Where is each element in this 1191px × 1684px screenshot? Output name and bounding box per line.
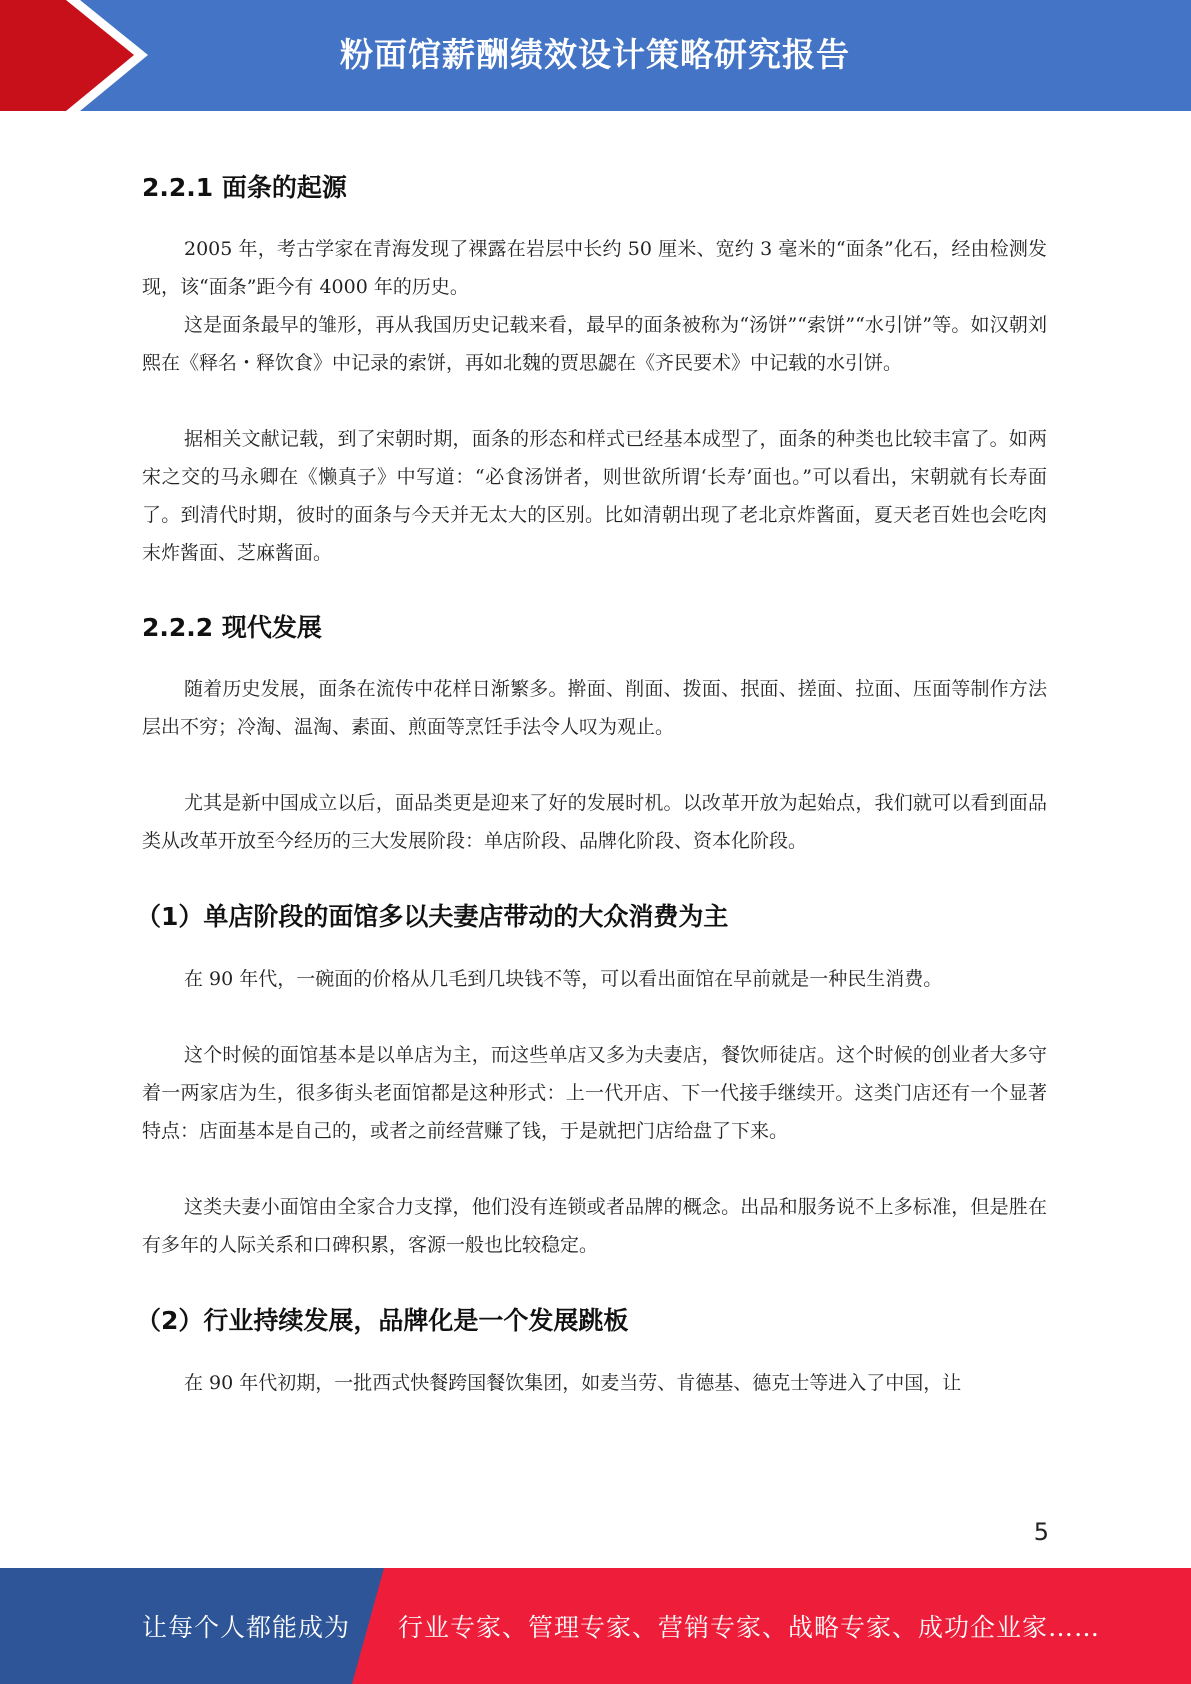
paragraph: 尤其是新中国成立以后，面品类更是迎来了好的发展时机。以改革开放为起始点，我们就可以看到面品类从改革开放至今经历的三大发展阶段：单店阶段、品牌化阶段、资本化阶段。 [142,792,1047,852]
footer-slogan-left: 让每个人都能成为 [142,1613,351,1642]
footer-slogan-right: 行业专家、管理专家、营销专家、战略专家、成功企业家…… [398,1613,1101,1642]
document-title: 粉面馆薪酬绩效设计策略研究报告 [340,34,850,74]
section-heading: 2.2.1 面条的起源 [142,173,347,202]
paragraph: 随着历史发展，面条在流传中花样日渐繁多。擀面、削面、拨面、抿面、搓面、拉面、压面等制作方法层出不穷；冷淘、温淘、素面、煎面等烹饪手法令人叹为观止。 [142,678,1047,738]
paragraph: 这是面条最早的雏形，再从我国历史记载来看，最早的面条被称为“汤饼”“索饼”“水引饼”等。如汉朝刘熙在《释名・释饮食》中记录的索饼，再如北魏的贾思勰在《齐民要术》中记载的水引饼。 [142,314,1047,374]
paragraph: 2005 年，考古学家在青海发现了裸露在岩层中长约 50 厘米、宽约 3 毫米的“面条”化石，经由检测发现，该“面条”距今有 4000 年的历史。 [142,238,1047,298]
page-number: 5 [1033,1518,1049,1546]
paragraph: 这类夫妻小面馆由全家合力支撑，他们没有连锁或者品牌的概念。出品和服务说不上多标准，但是胜在有多年的人际关系和口碑积累，客源一般也比较稳定。 [142,1196,1047,1256]
paragraph: 据相关文献记载，到了宋朝时期，面条的形态和样式已经基本成型了，面条的种类也比较丰富了。如两宋之交的马永卿在《懒真子》中写道：“必食汤饼者，则世欲所谓‘长寿’面也。”可以看出，宋朝就有长寿面了。到清代时期，彼时的面条与今天并无太大的区别。比如清朝出现了老北京炸酱面，夏天老百姓也会吃肉末炸酱面、芝麻酱面。 [142,428,1047,564]
subsection-heading: （2）行业持续发展，品牌化是一个发展跳板 [136,1306,629,1335]
section-heading: 2.2.2 现代发展 [142,613,322,642]
paragraph: 这个时候的面馆基本是以单店为主，而这些单店又多为夫妻店，餐饮师徒店。这个时候的创业者大多守着一两家店为生，很多街头老面馆都是这种形式：上一代开店、下一代接手继续开。这类门店还有一个显著特点：店面基本是自己的，或者之前经营赚了钱，于是就把门店给盘了下来。 [142,1044,1047,1142]
subsection-heading: （1）单店阶段的面馆多以夫妻店带动的大众消费为主 [136,902,729,931]
paragraph: 在 90 年代，一碗面的价格从几毛到几块钱不等，可以看出面馆在早前就是一种民生消费。 [184,968,943,990]
page-header [0,0,1191,111]
document-body [136,160,1047,1402]
page-footer [0,1568,1191,1684]
paragraph: 在 90 年代初期，一批西式快餐跨国餐饮集团，如麦当劳、肯德基、德克士等进入了中国，让 [184,1372,962,1394]
